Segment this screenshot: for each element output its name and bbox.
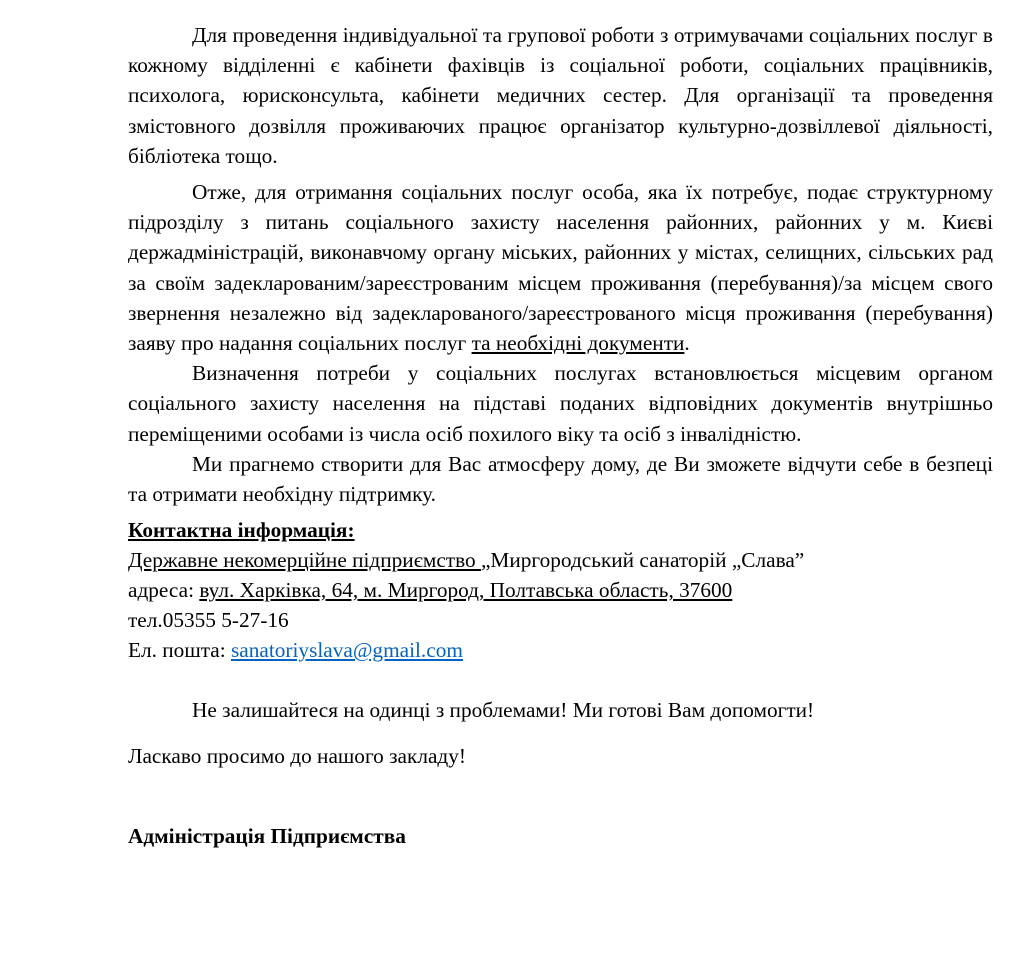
paragraph-application-end: . bbox=[684, 331, 690, 356]
paragraph-application-text: Отже, для отримання соціальних послуг особа, яка їх потребує, подає структурному підрозділу з питань соціального захисту населення районних, районних у м. Києві держадміністрацій, виконавчому органу міських, районних у містах, селищних, сільських рад за своїм задекларованим/зареєстрованим місцем проживання (перебування)/за місцем свого звернення незалежно від задекларованого/зареєстрованого місця проживання (перебування) заяву про надання соціальних послуг bbox=[128, 180, 993, 356]
phone-line: тел.05355 5-27-16 bbox=[128, 608, 289, 633]
email-label: Ел. пошта: bbox=[128, 638, 231, 663]
document-page bbox=[128, 20, 993, 851]
paragraph-atmosphere: Ми прагнемо створити для Вас атмосферу дому, де Ви зможете відчути себе в безпеці та отримати необхідну підтримку. bbox=[128, 451, 993, 507]
paragraph-rooms: Для проведення індивідуальної та групової роботи з отримувачами соціальних послуг в кожному відділенні є кабінети фахівців із соціальної роботи, соціальних працівників, психолога, юрисконсульта, кабінети медичних сестер. Для організації та проведення змістовного дозвілля проживаючих працює організатор культурно-дозвіллевої діяльності, бібліотека тощо. bbox=[128, 23, 993, 168]
paragraph-needs-assessment: Визначення потреби у соціальних послугах встановлюється місцевим органом соціального захисту населення на підставі поданих відповідних документів внутрішньо переміщеними особами із числа осіб похилого віку та осіб з інвалідністю. bbox=[128, 361, 993, 446]
address-value: вул. Харківка, 64, м. Миргород, Полтавська область, 37600 bbox=[199, 578, 733, 603]
documents-link[interactable]: та необхідні документи bbox=[471, 331, 685, 356]
organization-type: Державне некомерційне підприємство bbox=[128, 548, 481, 573]
paragraph-application bbox=[128, 177, 993, 358]
contact-heading: Контактна інформація: bbox=[128, 518, 355, 543]
signature-administration: Адміністрація Підприємства bbox=[128, 824, 406, 849]
closing-welcome-line: Ласкаво просимо до нашого закладу! bbox=[128, 744, 466, 769]
address-line bbox=[128, 575, 993, 605]
organization-title: „Миргородський санаторій „Слава” bbox=[480, 548, 805, 573]
spacer bbox=[128, 665, 993, 695]
address-label: адреса: bbox=[128, 578, 200, 603]
spacer bbox=[128, 771, 993, 821]
closing-support-line: Не залишайтеся на одинці з проблемами! Ми готові Вам допомогти! bbox=[192, 698, 815, 723]
email-link[interactable]: sanatoriyslava@gmail.com bbox=[231, 638, 463, 663]
email-line bbox=[128, 635, 993, 665]
organization-name bbox=[128, 545, 993, 575]
